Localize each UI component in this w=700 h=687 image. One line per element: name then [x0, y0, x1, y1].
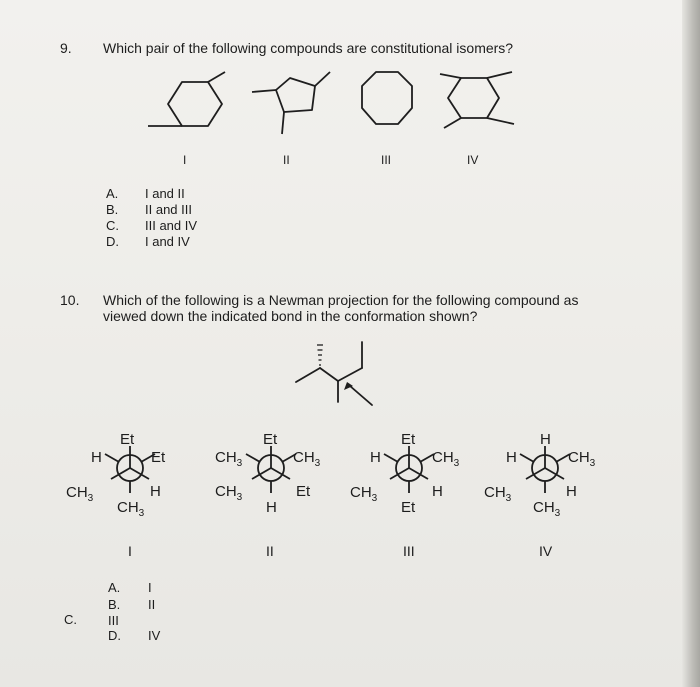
newman-i	[105, 446, 155, 493]
newman-iv-bottom: $CH_3$	[533, 499, 561, 519]
q9-label-i: I	[183, 153, 187, 167]
q10-question-line1: Which of the following is a Newman projection for the following compound as	[103, 292, 579, 308]
newman-i-lower-left: $CH_3$	[66, 484, 94, 504]
newman-iii-top: Et	[401, 431, 416, 448]
newman-ii-upper-right: $CH_3$	[293, 449, 321, 469]
newman-iv-lower-left: $CH_3$	[484, 484, 512, 504]
q10-option-c-text[interactable]: III	[108, 613, 119, 628]
q9-option-c-text[interactable]: III and IV	[145, 218, 198, 233]
newman-ii	[246, 446, 296, 493]
q9-option-a-text[interactable]: I and II	[145, 186, 185, 201]
newman-ii-lower-right: Et	[296, 483, 311, 500]
newman-iv-upper-right: $CH_3$	[568, 449, 596, 469]
newman-iv	[520, 446, 570, 493]
newman-i-bottom: $CH_3$	[117, 499, 145, 519]
newman-i-upper-right: Et	[151, 449, 166, 466]
q9-option-b-text[interactable]: II and III	[145, 202, 192, 217]
newman-i-lower-right: H	[150, 483, 161, 500]
q9-number: 9.	[60, 40, 72, 56]
newman-iv-top: H	[540, 431, 551, 448]
q10-label-iii: III	[403, 543, 415, 559]
q10-option-b-text[interactable]: II	[148, 597, 156, 612]
q10-label-iv: IV	[539, 543, 553, 559]
q10-option-c-marker: C.	[64, 612, 77, 627]
q10-option-d-letter[interactable]: D.	[108, 628, 121, 643]
newman-iii-bottom: Et	[401, 499, 416, 516]
newman-ii-bottom: H	[266, 499, 277, 516]
q10-option-b-letter[interactable]: B.	[108, 597, 121, 612]
newman-iii	[384, 446, 434, 493]
newman-ii-upper-left: $CH_3$	[215, 449, 243, 469]
newman-iii-lower-left: $CH_3$	[350, 484, 378, 504]
q10-option-d-text[interactable]: IV	[148, 628, 161, 643]
q10-label-ii: II	[266, 543, 274, 559]
newman-iv-lower-right: H	[566, 483, 577, 500]
newman-iii-lower-right: H	[432, 483, 443, 500]
newman-ii-lower-left: $CH_3$	[215, 483, 243, 503]
q9-label-iv: IV	[467, 153, 479, 167]
q10-question-line2: viewed down the indicated bond in the conformation shown?	[103, 308, 478, 324]
q9-option-b-letter[interactable]: B.	[106, 202, 119, 217]
q9-option-d-text[interactable]: I and IV	[145, 234, 190, 249]
newman-ii-top: Et	[263, 431, 278, 448]
q10-number: 10.	[60, 292, 80, 308]
q9-option-c-letter[interactable]: C.	[106, 218, 119, 233]
newman-iv-upper-left: H	[506, 449, 517, 466]
q9-option-d-letter[interactable]: D.	[106, 234, 119, 249]
q10-option-a-letter[interactable]: A.	[108, 580, 121, 595]
newman-i-top: Et	[120, 431, 135, 448]
q10-option-a-text[interactable]: I	[148, 580, 152, 595]
newman-iii-upper-left: H	[370, 449, 381, 466]
q9-question-text: Which pair of the following compounds are constitutional isomers?	[103, 40, 514, 56]
q9-option-a-letter[interactable]: A.	[106, 186, 119, 201]
q9-label-ii: II	[283, 153, 290, 167]
newman-iii-upper-right: $CH_3$	[432, 449, 460, 469]
q10-label-i: I	[128, 543, 132, 559]
newman-i-upper-left: H	[91, 449, 102, 466]
q9-label-iii: III	[381, 153, 392, 167]
